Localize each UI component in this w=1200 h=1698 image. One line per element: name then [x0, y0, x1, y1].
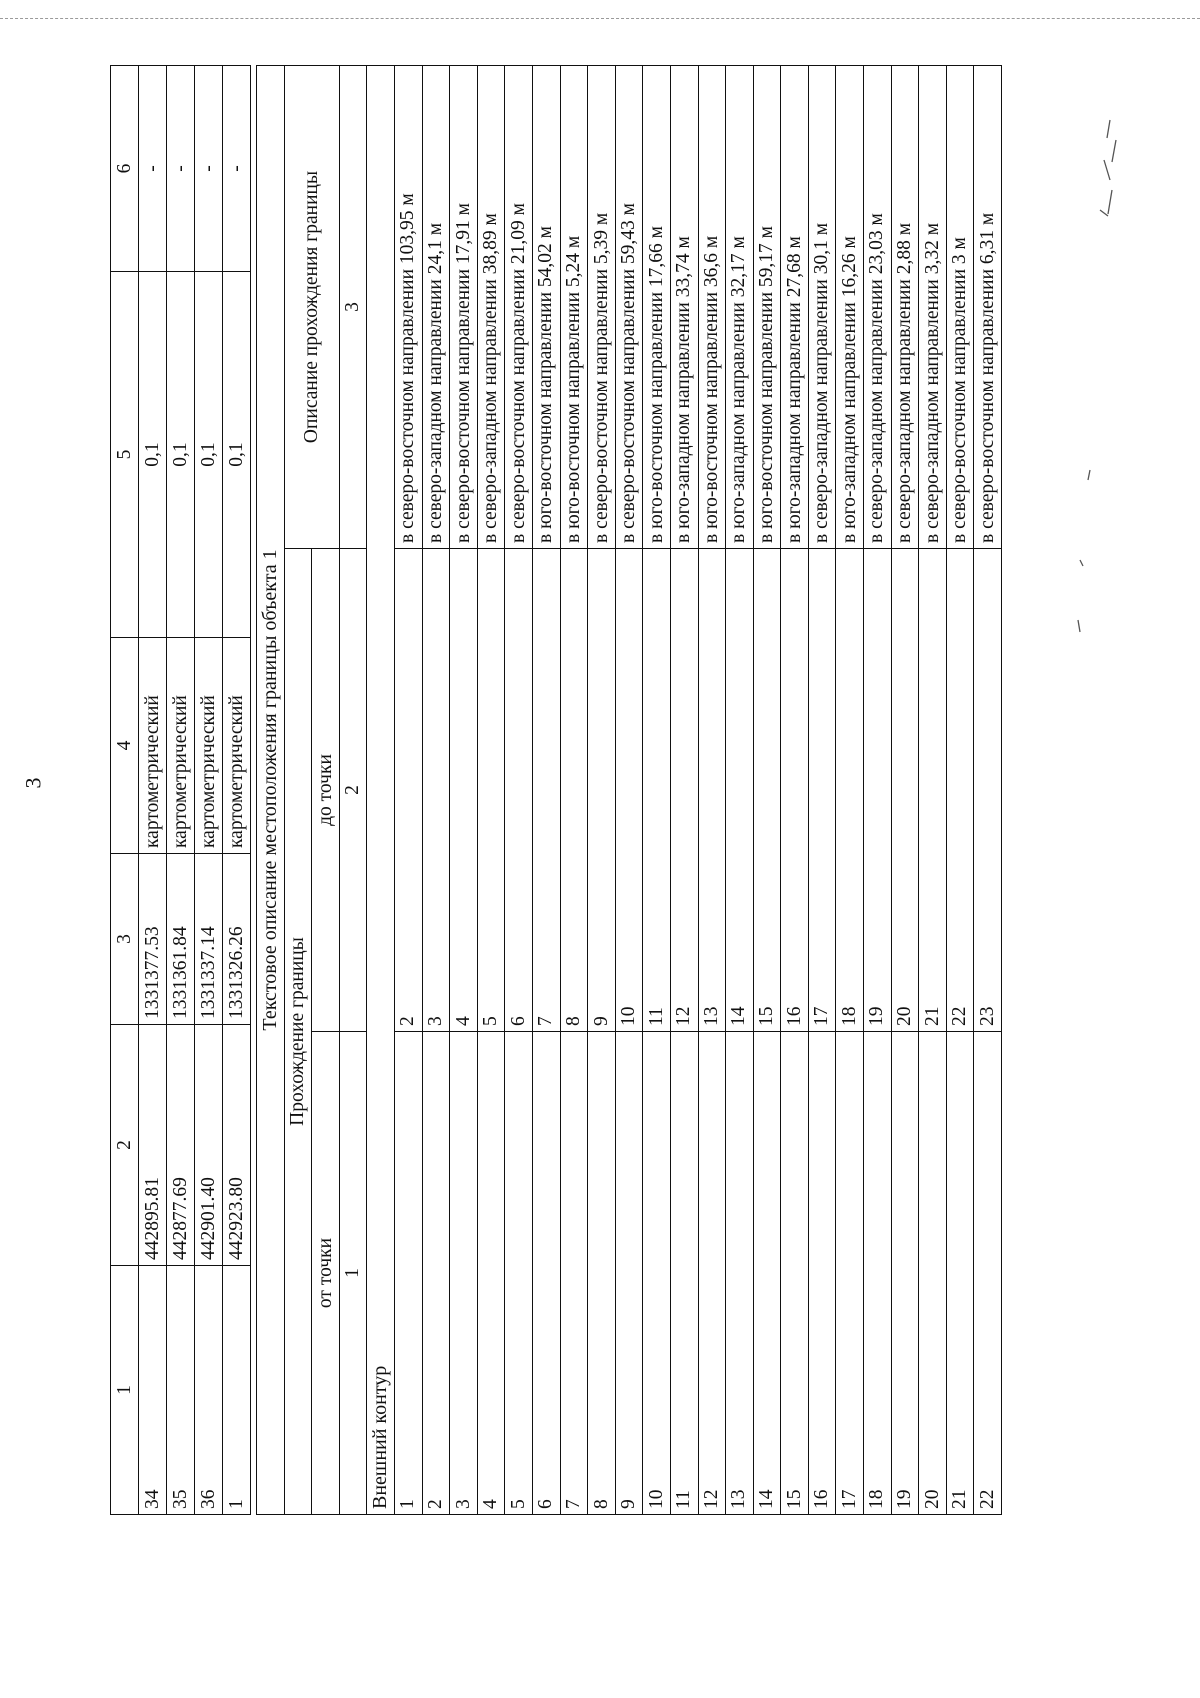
coord-x: 442877.69	[167, 1025, 195, 1266]
from-point: 16	[808, 1032, 836, 1515]
to-point: 16	[781, 549, 809, 1032]
to-point: 23	[974, 549, 1002, 1032]
notes: -	[223, 66, 251, 272]
boundary-description: в юго-восточном направлении 59,17 м	[753, 66, 781, 549]
page-number: 3	[20, 777, 46, 789]
point-number: 1	[223, 1266, 251, 1515]
from-point: 3	[450, 1032, 478, 1515]
boundary-description: в северо-западном направлении 38,89 м	[477, 66, 505, 549]
boundary-description: в северо-западном направлении 30,1 м	[808, 66, 836, 549]
boundary-description: в северо-восточном направлении 3 м	[946, 66, 974, 549]
to-point: 5	[477, 549, 505, 1032]
coord-x: 442923.80	[223, 1025, 251, 1266]
boundary-description: в северо-западном направлении 3,32 м	[919, 66, 947, 549]
to-point: 21	[919, 549, 947, 1032]
table-row	[477, 66, 505, 1515]
method: картометрический	[139, 638, 167, 854]
coord-header-4: 4	[111, 638, 139, 854]
notes: -	[139, 66, 167, 272]
coord-y: 1331337.14	[195, 854, 223, 1025]
accuracy: 0,1	[195, 272, 223, 638]
boundary-description: в юго-западном направлении 27,68 м	[781, 66, 809, 549]
coord-header-3: 3	[111, 854, 139, 1025]
to-point: 4	[450, 549, 478, 1032]
coord-header-5: 5	[111, 272, 139, 638]
table-row	[946, 66, 974, 1515]
from-point: 17	[836, 1032, 864, 1515]
numbering-1: 1	[339, 1032, 367, 1515]
boundary-description: в северо-западном направлении 23,03 м	[864, 66, 892, 549]
from-point: 14	[753, 1032, 781, 1515]
boundary-description: в юго-восточном направлении 5,24 м	[560, 66, 588, 549]
boundary-description: в юго-восточном направлении 17,66 м	[643, 66, 671, 549]
numbering-2: 2	[339, 549, 367, 1032]
table-row	[195, 66, 223, 1515]
table-row	[670, 66, 698, 1515]
from-point: 19	[891, 1032, 919, 1515]
boundary-description: в юго-восточном направлении 36,6 м	[698, 66, 726, 549]
table-row	[781, 66, 809, 1515]
boundary-description: в северо-восточном направлении 6,31 м	[974, 66, 1002, 549]
from-point: 15	[781, 1032, 809, 1515]
from-point: 10	[643, 1032, 671, 1515]
table-row	[753, 66, 781, 1515]
to-point: 2	[394, 549, 422, 1032]
boundary-description: в северо-восточном направлении 17,91 м	[450, 66, 478, 549]
table-row	[864, 66, 892, 1515]
rotated-content	[110, 65, 1080, 1515]
to-point: 14	[726, 549, 754, 1032]
table-row	[643, 66, 671, 1515]
method: картометрический	[195, 638, 223, 854]
from-point: 1	[394, 1032, 422, 1515]
table-row	[422, 66, 450, 1515]
from-point: 20	[919, 1032, 947, 1515]
to-column-header: до точки	[312, 549, 340, 1032]
table-row	[891, 66, 919, 1515]
table-row	[139, 66, 167, 1515]
to-point: 8	[560, 549, 588, 1032]
coord-x: 442901.40	[195, 1025, 223, 1266]
accuracy: 0,1	[223, 272, 251, 638]
coord-x: 442895.81	[139, 1025, 167, 1266]
table-row	[836, 66, 864, 1515]
from-point: 2	[422, 1032, 450, 1515]
coord-header-2: 2	[111, 1025, 139, 1266]
to-point: 12	[670, 549, 698, 1032]
boundary-description: в северо-восточном направлении 103,95 м	[394, 66, 422, 549]
desc-column-header: Описание прохождения границы	[284, 66, 339, 549]
boundary-table-title: Текстовое описание местоположения границы объекта 1	[257, 66, 285, 1515]
to-point: 11	[643, 549, 671, 1032]
to-point: 22	[946, 549, 974, 1032]
table-row	[808, 66, 836, 1515]
table-row	[698, 66, 726, 1515]
table-row	[588, 66, 616, 1515]
table-row	[726, 66, 754, 1515]
method: картометрический	[167, 638, 195, 854]
boundary-description: в северо-восточном направлении 21,09 м	[505, 66, 533, 549]
table-row	[394, 66, 422, 1515]
coord-y: 1331326.26	[223, 854, 251, 1025]
boundary-rows	[394, 66, 1001, 1515]
notes: -	[195, 66, 223, 272]
boundary-description: в юго-восточном направлении 54,02 м	[532, 66, 560, 549]
point-number: 34	[139, 1266, 167, 1515]
contour-label: Внешний контур	[367, 66, 395, 1515]
to-point: 20	[891, 549, 919, 1032]
point-number: 35	[167, 1266, 195, 1515]
to-point: 18	[836, 549, 864, 1032]
to-point: 9	[588, 549, 616, 1032]
coord-y: 1331377.53	[139, 854, 167, 1025]
to-point: 17	[808, 549, 836, 1032]
table-row	[223, 66, 251, 1515]
numbering-3: 3	[339, 66, 367, 549]
table-row	[505, 66, 533, 1515]
boundary-description: в юго-западном направлении 16,26 м	[836, 66, 864, 549]
accuracy: 0,1	[139, 272, 167, 638]
from-point: 6	[532, 1032, 560, 1515]
scan-top-edge	[0, 18, 1200, 19]
notes: -	[167, 66, 195, 272]
from-point: 5	[505, 1032, 533, 1515]
from-point: 9	[615, 1032, 643, 1515]
method: картометрический	[223, 638, 251, 854]
table-row	[167, 66, 195, 1515]
boundary-description: в северо-западном направлении 24,1 м	[422, 66, 450, 549]
coordinates-table	[110, 65, 251, 1515]
from-point: 21	[946, 1032, 974, 1515]
table-row	[974, 66, 1002, 1515]
point-number: 36	[195, 1266, 223, 1515]
from-point: 11	[670, 1032, 698, 1515]
table-row	[560, 66, 588, 1515]
boundary-description-table	[256, 65, 1002, 1515]
from-point: 8	[588, 1032, 616, 1515]
boundary-description: в юго-западном направлении 33,74 м	[670, 66, 698, 549]
coord-y: 1331361.84	[167, 854, 195, 1025]
from-point: 12	[698, 1032, 726, 1515]
from-point: 18	[864, 1032, 892, 1515]
from-point: 4	[477, 1032, 505, 1515]
table-row	[532, 66, 560, 1515]
boundary-description: в северо-восточном направлении 5,39 м	[588, 66, 616, 549]
boundary-description: в северо-западном направлении 2,88 м	[891, 66, 919, 549]
to-point: 15	[753, 549, 781, 1032]
to-point: 10	[615, 549, 643, 1032]
from-column-header: от точки	[312, 1032, 340, 1515]
table-row	[615, 66, 643, 1515]
accuracy: 0,1	[167, 272, 195, 638]
boundary-description: в юго-западном направлении 32,17 м	[726, 66, 754, 549]
coord-header-1: 1	[111, 1266, 139, 1515]
to-point: 7	[532, 549, 560, 1032]
from-point: 13	[726, 1032, 754, 1515]
boundary-description: в северо-восточном направлении 59,43 м	[615, 66, 643, 549]
to-point: 6	[505, 549, 533, 1032]
table-row	[919, 66, 947, 1515]
table-row	[450, 66, 478, 1515]
from-point: 22	[974, 1032, 1002, 1515]
to-point: 13	[698, 549, 726, 1032]
coord-header-6: 6	[111, 66, 139, 272]
to-point: 19	[864, 549, 892, 1032]
group-header: Прохождение границы	[284, 549, 312, 1515]
from-point: 7	[560, 1032, 588, 1515]
coordinates-header-row	[111, 66, 139, 1515]
to-point: 3	[422, 549, 450, 1032]
